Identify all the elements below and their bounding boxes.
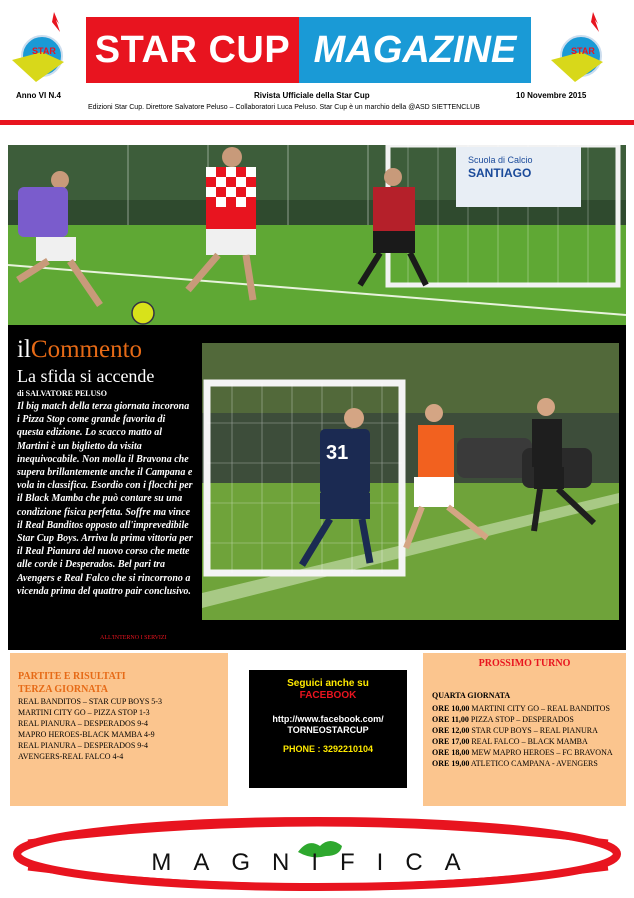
fixture-time: ORE 12,00 bbox=[432, 726, 470, 735]
magnifica-ad bbox=[8, 812, 626, 892]
article-headline: La sfida si accende bbox=[17, 366, 155, 386]
match-photo-top-image bbox=[8, 145, 626, 325]
banner-text-1: Scuola di Calcio bbox=[468, 155, 533, 165]
header-divider bbox=[0, 120, 634, 125]
match-photo-top bbox=[8, 145, 626, 325]
fixture-time: ORE 18,00 bbox=[432, 748, 470, 757]
byline-prefix: di bbox=[17, 389, 26, 398]
section-title bbox=[17, 336, 142, 364]
masthead-star-cup: STAR CUP bbox=[86, 17, 299, 83]
banner-text-2: SANTIAGO bbox=[468, 166, 532, 180]
fixture-teams: STAR CUP BOYS – REAL PIANURA bbox=[471, 726, 598, 735]
result-line: REAL PIANURA – DESPERADOS 9-4 bbox=[18, 719, 148, 728]
fixture-line bbox=[432, 715, 574, 724]
fixture-line bbox=[432, 704, 610, 713]
article-body: Il big match della terza giornata incorona i Pizza Stop come grande favorita di questa edizione. Lo scacco matto al Martini è un biglietto da visita inequivocabile. Non molla il Bravona che supera brillantemente anche il Campana e vola in classifica. Esordio con i flocchi per il Black Mamba che può contare su una condizione fisica perfetta. Soffre ma vince il Real Banditos opposto all'imprevedibile Star Cup Boys. Arriva la prima vittoria per il Real Pianura del nuovo corso che mette alle corde i Desperados. Bel pari tra Avengers e Real Falco che si rincorrono a vicenda prima del quattro pair conclusivo. bbox=[17, 401, 193, 597]
star-logo-right bbox=[549, 8, 609, 82]
result-line: REAL BANDITOS – STAR CUP BOYS 5-3 bbox=[18, 697, 162, 706]
result-line: MARTINI CITY GO – PIZZA STOP 1-3 bbox=[18, 708, 150, 717]
result-line: MAPRO HEROES-BLACK MAMBA 4-9 bbox=[18, 730, 155, 739]
fixture-teams: REAL FALCO – BLACK MAMBA bbox=[471, 737, 588, 746]
follow-text: Seguici anche su bbox=[287, 678, 369, 689]
section-prefix: il bbox=[17, 336, 31, 363]
fixture-time: ORE 17,00 bbox=[432, 737, 470, 746]
fixture-teams: ATLETICO CAMPANA - AVENGERS bbox=[470, 759, 598, 768]
article-byline bbox=[17, 389, 107, 398]
match-photo-bottom bbox=[202, 343, 619, 620]
issue-number: Anno VI N.4 bbox=[16, 91, 61, 100]
match-photo-bottom-image bbox=[202, 343, 619, 620]
fixture-time: ORE 10,00 bbox=[432, 704, 470, 713]
section-name: Commento bbox=[30, 336, 143, 363]
next-round-title: PROSSIMO TURNO bbox=[478, 658, 571, 669]
credits-line: Edizioni Star Cup. Direttore Salvatore Peluso – Collaboratori Luca Peluso. Star Cup è un marchio della @ASD SIETTENCLUB bbox=[88, 104, 480, 111]
fixture-line bbox=[432, 737, 588, 746]
next-round-subtitle: QUARTA GIORNATA bbox=[432, 691, 511, 700]
phone-number: PHONE : 3292210104 bbox=[282, 744, 374, 754]
fixture-teams: PIZZA STOP – DESPERADOS bbox=[470, 715, 574, 724]
fixture-teams: MARTINI CITY GO – REAL BANDITOS bbox=[471, 704, 610, 713]
result-line: REAL PIANURA – DESPERADOS 9-4 bbox=[18, 741, 148, 750]
issue-date: 10 Novembre 2015 bbox=[516, 91, 587, 100]
fixture-line bbox=[432, 759, 598, 768]
fixture-line bbox=[432, 726, 598, 735]
star-logo-left bbox=[10, 8, 70, 82]
facebook-url[interactable]: http://www.facebook.com/ bbox=[272, 714, 384, 724]
jersey-number: 31 bbox=[326, 442, 349, 464]
facebook-label: FACEBOOK bbox=[299, 690, 357, 701]
magazine-subtitle: Rivista Ufficiale della Star Cup bbox=[254, 91, 370, 100]
svg-text:STAR: STAR bbox=[32, 46, 56, 56]
article-author: SALVATORE PELUSO bbox=[25, 389, 107, 398]
fixture-line bbox=[432, 748, 613, 757]
facebook-page[interactable]: TORNEOSTARCUP bbox=[287, 725, 369, 735]
svg-text:STAR: STAR bbox=[571, 46, 595, 56]
continue-note: ALL'INTERNO I SERVIZI bbox=[100, 635, 167, 641]
result-line: AVENGERS-REAL FALCO 4-4 bbox=[18, 752, 124, 761]
results-title: PARTITE E RISULTATI bbox=[18, 671, 126, 682]
fixture-time: ORE 19,00 bbox=[432, 759, 470, 768]
ad-brand: MAGNIFICA bbox=[151, 849, 483, 876]
fixture-time: ORE 11,00 bbox=[432, 715, 469, 724]
fixture-teams: MEW MAPRO HEROES – FC BRAVONA bbox=[471, 748, 613, 757]
results-round: TERZA GIORNATA bbox=[18, 684, 108, 695]
masthead-magazine: MAGAZINE bbox=[299, 17, 531, 83]
